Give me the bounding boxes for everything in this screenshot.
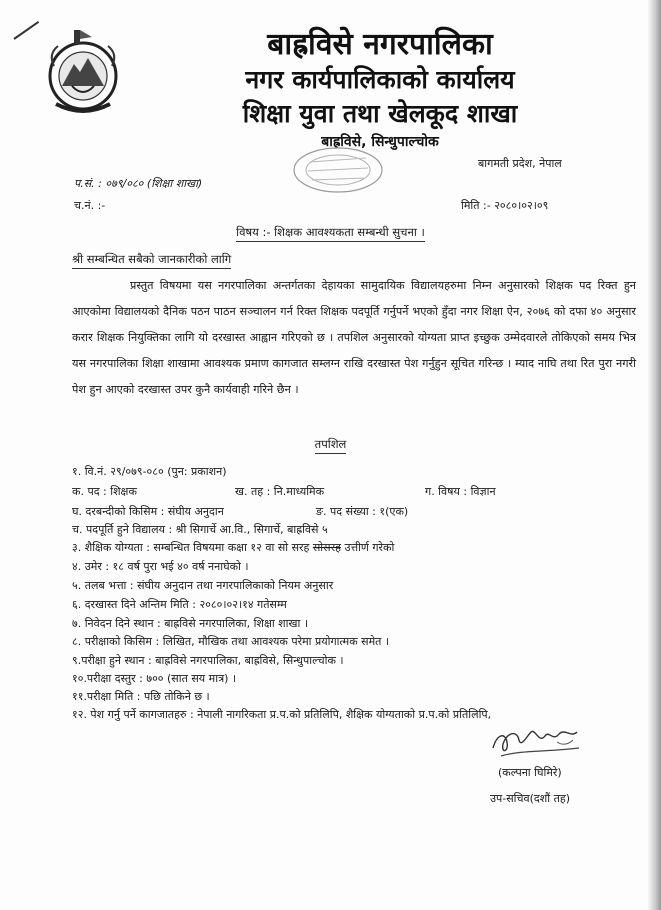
notice-subject-text: विषय :- शिक्षक आवश्यकता सम्बन्धी सुचना ।	[236, 225, 425, 242]
signatory-title: उप-सचिव(दशौं तह)	[490, 792, 570, 805]
signatory-name: (कल्पना घिमिरे)	[498, 766, 562, 779]
schedule-heading-text: तपशिल	[315, 437, 347, 454]
detail-post: क. पद : शिक्षक	[72, 485, 137, 498]
schedule-heading	[0, 437, 661, 452]
detail-item-11: ११.परीक्षा मिति : पछि तोकिने छ ।	[72, 690, 210, 703]
detail-item-5: ५. तलब भत्ता : संघीय अनुदान तथा नगरपालिकाको नियम अनुसार	[72, 579, 334, 592]
handwritten-signature-icon	[487, 718, 587, 764]
detail-post-count: ङ. पद संख्या : १(एक)	[316, 505, 409, 518]
page-edge-shadow	[647, 0, 661, 910]
detail-level: ख. तह : नि.माध्यमिक	[235, 485, 325, 498]
qualification-struck-text: सोसरह	[312, 541, 341, 554]
nepal-emblem-icon	[44, 26, 122, 118]
detail-item-4: ४. उमेर : १८ वर्ष पुरा भई ४० वर्ष ननाघेको ।	[72, 560, 249, 573]
detail-school: च. पदपूर्ति हुने विद्यालय : श्री सिगार्चे आ.वि., सिगार्चे, बाह्रविसे ५	[72, 523, 328, 536]
qualification-tail: उत्तीर्ण गरेको	[344, 541, 395, 554]
qualification-text: ३. शैक्षिक योग्यता : सम्बन्धित विषयमा कक्षा १२ वा सो सरह	[72, 541, 310, 554]
detail-item-10: १०.परीक्षा दस्तुर : ७०० (सात सय मात्र) ।	[72, 672, 237, 685]
notice-addressee	[72, 252, 231, 267]
detail-item-7: ७. निवेदन दिने स्थान : बाह्रविसे नगरपालिका, शिक्षा शाखा ।	[72, 617, 309, 630]
notice-subject	[0, 225, 661, 240]
detail-item-9: ९.परीक्षा हुने स्थान : बाह्रविसे नगरपालिका, बाह्रविसे, सिन्धुपाल्चोक ।	[72, 654, 344, 667]
section-name: शिक्षा युवा तथा खेलकूद शाखा	[242, 99, 518, 128]
detail-item-8: ८. परीक्षाको किसिम : लिखित, मौखिक तथा आवश्यक परेमा प्रयोगात्मक समेत ।	[72, 635, 390, 648]
dispatch-number: च.नं. :-	[74, 199, 106, 212]
letter-date: मिति :- २०८०।०२।०९	[461, 199, 549, 212]
office-stamp-icon	[290, 144, 386, 196]
detail-qualification	[72, 540, 394, 555]
reference-number: प.सं. : ०७९/०८० (शिक्षा शाखा)	[74, 177, 203, 190]
municipality-name: बाह्रविसे नगरपालिका	[267, 27, 493, 62]
corner-pen-mark	[13, 21, 39, 40]
office-name: नगर कार्यपालिकाको कार्यालय	[245, 65, 515, 94]
detail-subject: ग. विषय : विज्ञान	[425, 485, 496, 498]
detail-quota: घ. दरबन्दीको किसिम : संघीय अनुदान	[72, 505, 224, 518]
office-location: बाह्रविसे, सिन्धुपाल्चोक	[321, 134, 439, 150]
detail-item-12: १२. पेश गर्नु पर्ने कागजातहरु : नेपाली नागरिकता प्र.प.को प्रतिलिपि, शैक्षिक योग्यताको प्र.प.को प्रतिलिपि,	[72, 708, 492, 721]
province-line: बागमती प्रदेश, नेपाल	[478, 157, 562, 170]
notice-body: प्रस्तुत विषयमा यस नगरपालिका अन्तर्गतका देहायका सामुदायिक विद्यालयहरुमा निम्न अनुसारको शिक्षक पद रिक्त हुन आएकोमा विद्यालयको दैनिक पठन पाठन सञ्चालन गर्न रिक्त शिक्षक पदपूर्ति गर्नुपर्ने भएको हुँदा नगर शिक्षा ऐन, २०७६ को दफा ४० अनुसार करार शिक्षक नियुक्तिका लागि यो दरखास्त आह्वान गरिएको छ । तपशिल अनुसारको योग्यता प्राप्त इच्छुक उम्मेदवारले तोकिएको समय भित्र यस नगरपालिका शिक्षा शाखामा आवश्यक प्रमाण कागजात सम्लग्न राखि दरखास्त पेश गर्नुहुन सूचित गरिन्छ । म्याद नाघि तथा रित पुरा नगरी पेश हुन आएको दरखास्त उपर कुनै कार्यवाही गरिने छैन ।	[72, 279, 636, 396]
detail-item-1: १. वि.नं. २९/०७९-०८० (पुन: प्रकाशन)	[72, 465, 227, 478]
notice-addressee-text: श्री सम्बन्धित सबैको जानकारीको लागि	[72, 252, 231, 269]
detail-item-6: ६. दरखास्त दिने अन्तिम मिति : २०८०।०२।१४ गतेसम्म	[72, 598, 287, 611]
